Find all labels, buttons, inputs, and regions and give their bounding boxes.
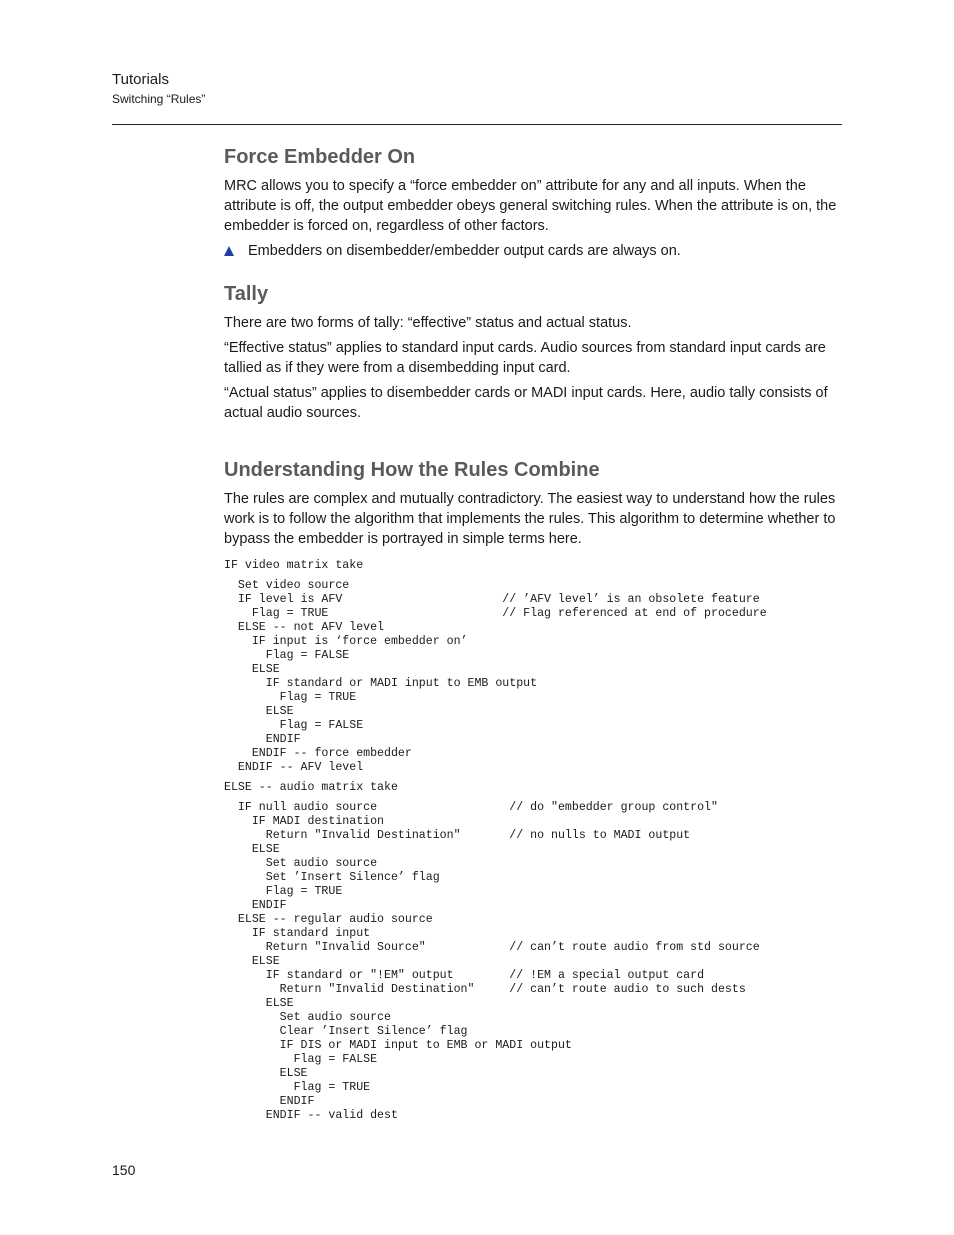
running-header-title: Tutorials (112, 71, 169, 88)
page-content (224, 144, 842, 1123)
heading-rules-combine: Understanding How the Rules Combine (224, 459, 600, 481)
paragraph-force-embedder: MRC allows you to specify a “force embedder on” attribute for any and all inputs. When the attribute is off, the output embedder obeys general switching rules. When the attribute is on, the embedder is forced on, regardless of other factors. (224, 178, 837, 234)
note-text: Embedders on disembedder/embedder output cards are always on. (248, 243, 681, 259)
paragraph-tally-2: “Effective status” applies to standard input cards. Audio sources from standard input cards are tallied as if they were from a disembedding input card. (224, 340, 826, 376)
note (224, 241, 842, 261)
running-header-subtitle: Switching “Rules” (112, 92, 206, 106)
code-block-audio-body: IF null audio source // do "embedder group control" IF MADI destination Return "Invalid Destination" // no nulls to MADI output ELSE Set audio source Set ’Insert Silence’ flag Flag = TRUE ENDIF ELSE -- regular audio source IF standard input Return "Invalid Source" // can’t route audio from std source ELSE IF standard or "!EM" output // !EM a special output card Return "Invalid Destination" // can’t route audio to such dests ELSE Set audio source Clear ’Insert Silence’ flag IF DIS or MADI input to EMB or MADI output Flag = FALSE ELSE Flag = TRUE ENDIF ENDIF -- valid dest (237, 801, 760, 1122)
code-block-video-take: IF video matrix take (224, 559, 364, 572)
paragraph-rules-combine: The rules are complex and mutually contradictory. The easiest way to understand how the rules work is to follow the algorithm that implements the rules. This algorithm to determine whether to bypass the embedder is portrayed in simple terms here. (224, 491, 836, 547)
running-header (112, 70, 205, 107)
code-block-audio-take: ELSE -- audio matrix take (224, 781, 398, 794)
header-rule (112, 124, 842, 125)
heading-force-embedder-on: Force Embedder On (224, 146, 416, 168)
triangle-up-icon (224, 246, 234, 256)
heading-tally: Tally (224, 283, 269, 305)
paragraph-tally-1: There are two forms of tally: “effective” status and actual status. (224, 315, 632, 331)
page-number: 150 (112, 1162, 136, 1178)
code-block-video-body: Set video source IF level is AFV // ’AFV level’ is an obsolete feature Flag = TRUE // Flag referenced at end of procedure ELSE -- not AFV level IF input is ‘force embedder on’ Flag = FALSE ELSE IF standard or MADI input to EMB output Flag = TRUE ELSE Flag = FALSE ENDIF ENDIF -- force embedder ENDIF -- AFV level (237, 579, 767, 774)
paragraph-tally-3: “Actual status” applies to disembedder cards or MADI input cards. Here, audio tally consists of actual audio sources. (224, 385, 828, 421)
